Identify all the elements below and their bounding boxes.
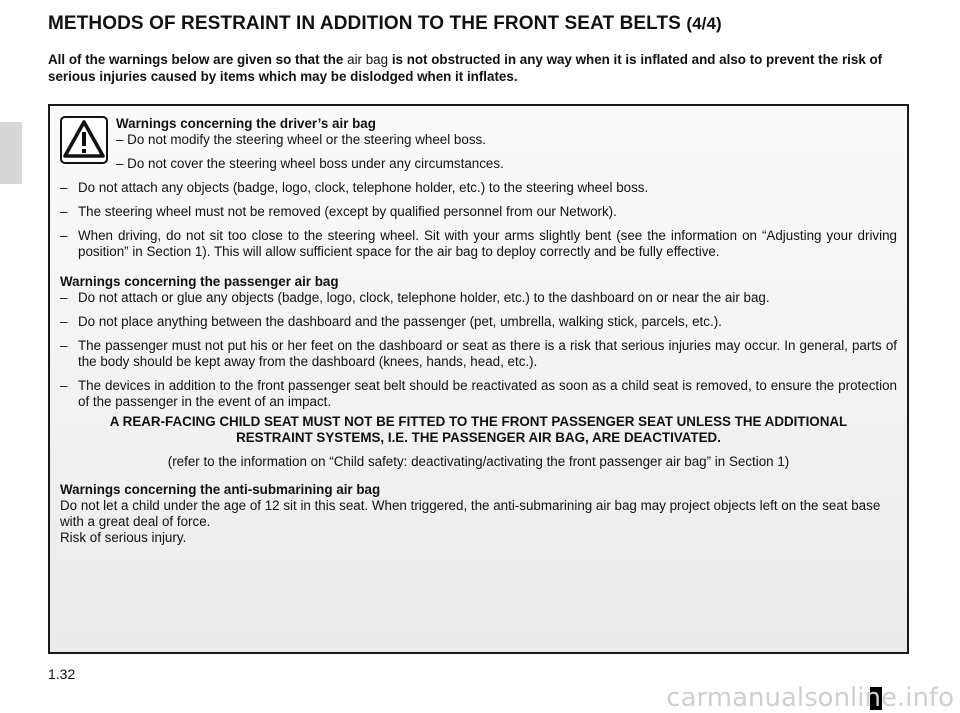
- child-seat-notice: A REAR-FACING CHILD SEAT MUST NOT BE FITTED TO THE FRONT PASSENGER SEAT UNLESS THE ADDITIONAL RESTRAINT SYSTEMS, I.E. THE PASSENGER AIR BAG, ARE DEACTIVATED.: [109, 414, 848, 445]
- driver-bullet: – When driving, do not sit too close to the steering wheel. Sit with your arms slightly bent (see the information on “Adjusting your driving position” in Section 1). This will allow sufficient space for the air bag to deploy correctly and be fully effective.: [60, 228, 897, 260]
- warning-triangle-icon: [60, 116, 108, 164]
- driver-airbag-intro: [116, 116, 897, 172]
- antisub-text: Do not let a child under the age of 12 sit in this seat. When triggered, the anti-submarining air bag may project objects left on the seat base with a great deal of force.: [60, 498, 881, 529]
- passenger-bullet: – Do not place anything between the dashboard and the passenger (pet, umbrella, walking stick, parcels, etc.).: [60, 314, 897, 330]
- passenger-bullet: – The passenger must not put his or her feet on the dashboard or seat as there is a risk that serious injuries may occur. In general, parts of the body should be kept away from the dashboard (knees, hands, head, etc.).: [60, 338, 897, 370]
- driver-item: – Do not modify the steering wheel or the steering wheel boss.: [116, 132, 486, 147]
- intro-airbag-term: air bag: [347, 52, 389, 67]
- passenger-airbag-heading: Warnings concerning the passenger air bag: [60, 274, 339, 289]
- page-title-text: METHODS OF RESTRAINT IN ADDITION TO THE FRONT SEAT BELTS: [48, 13, 681, 34]
- antisub-airbag-heading: Warnings concerning the anti-submarining air bag: [60, 482, 381, 497]
- intro-text-1: All of the warnings below are given so that the: [48, 52, 344, 67]
- antisub-risk: Risk of serious injury.: [60, 530, 187, 545]
- driver-bullet: – Do not attach any objects (badge, logo, clock, telephone holder, etc.) to the steering wheel boss.: [60, 180, 897, 196]
- intro-paragraph: [48, 51, 913, 85]
- driver-item: – Do not cover the steering wheel boss under any circumstances.: [116, 156, 504, 171]
- passenger-bullet: – The devices in addition to the front passenger seat belt should be reactivated as soon as a child seat is removed, to ensure the protection of the passenger in the event of an impact.: [60, 378, 897, 410]
- section-side-tab: [0, 122, 22, 184]
- watermark: carmanualsonline.info: [666, 683, 954, 713]
- intro-text-2: is not obstructed in any way when it is inflated and also to prevent the risk of serious injuries caused by items which may be dislodged when it inflates.: [48, 52, 883, 84]
- driver-bullet: – The steering wheel must not be removed (except by qualified personnel from our Network).: [60, 204, 897, 220]
- warning-box: [48, 104, 909, 654]
- child-safety-reference: (refer to the information on “Child safety: deactivating/activating the front passenger air bag” in Section 1): [167, 454, 790, 469]
- page-number: 1.32: [48, 666, 76, 682]
- page-title-part: (4/4): [686, 14, 722, 33]
- page-title: [48, 13, 722, 35]
- passenger-bullet: – Do not attach or glue any objects (badge, logo, clock, telephone holder, etc.) to the dashboard on or near the air bag.: [60, 290, 897, 306]
- driver-airbag-heading: Warnings concerning the driver’s air bag: [116, 116, 376, 131]
- warning-box-content: [60, 116, 897, 546]
